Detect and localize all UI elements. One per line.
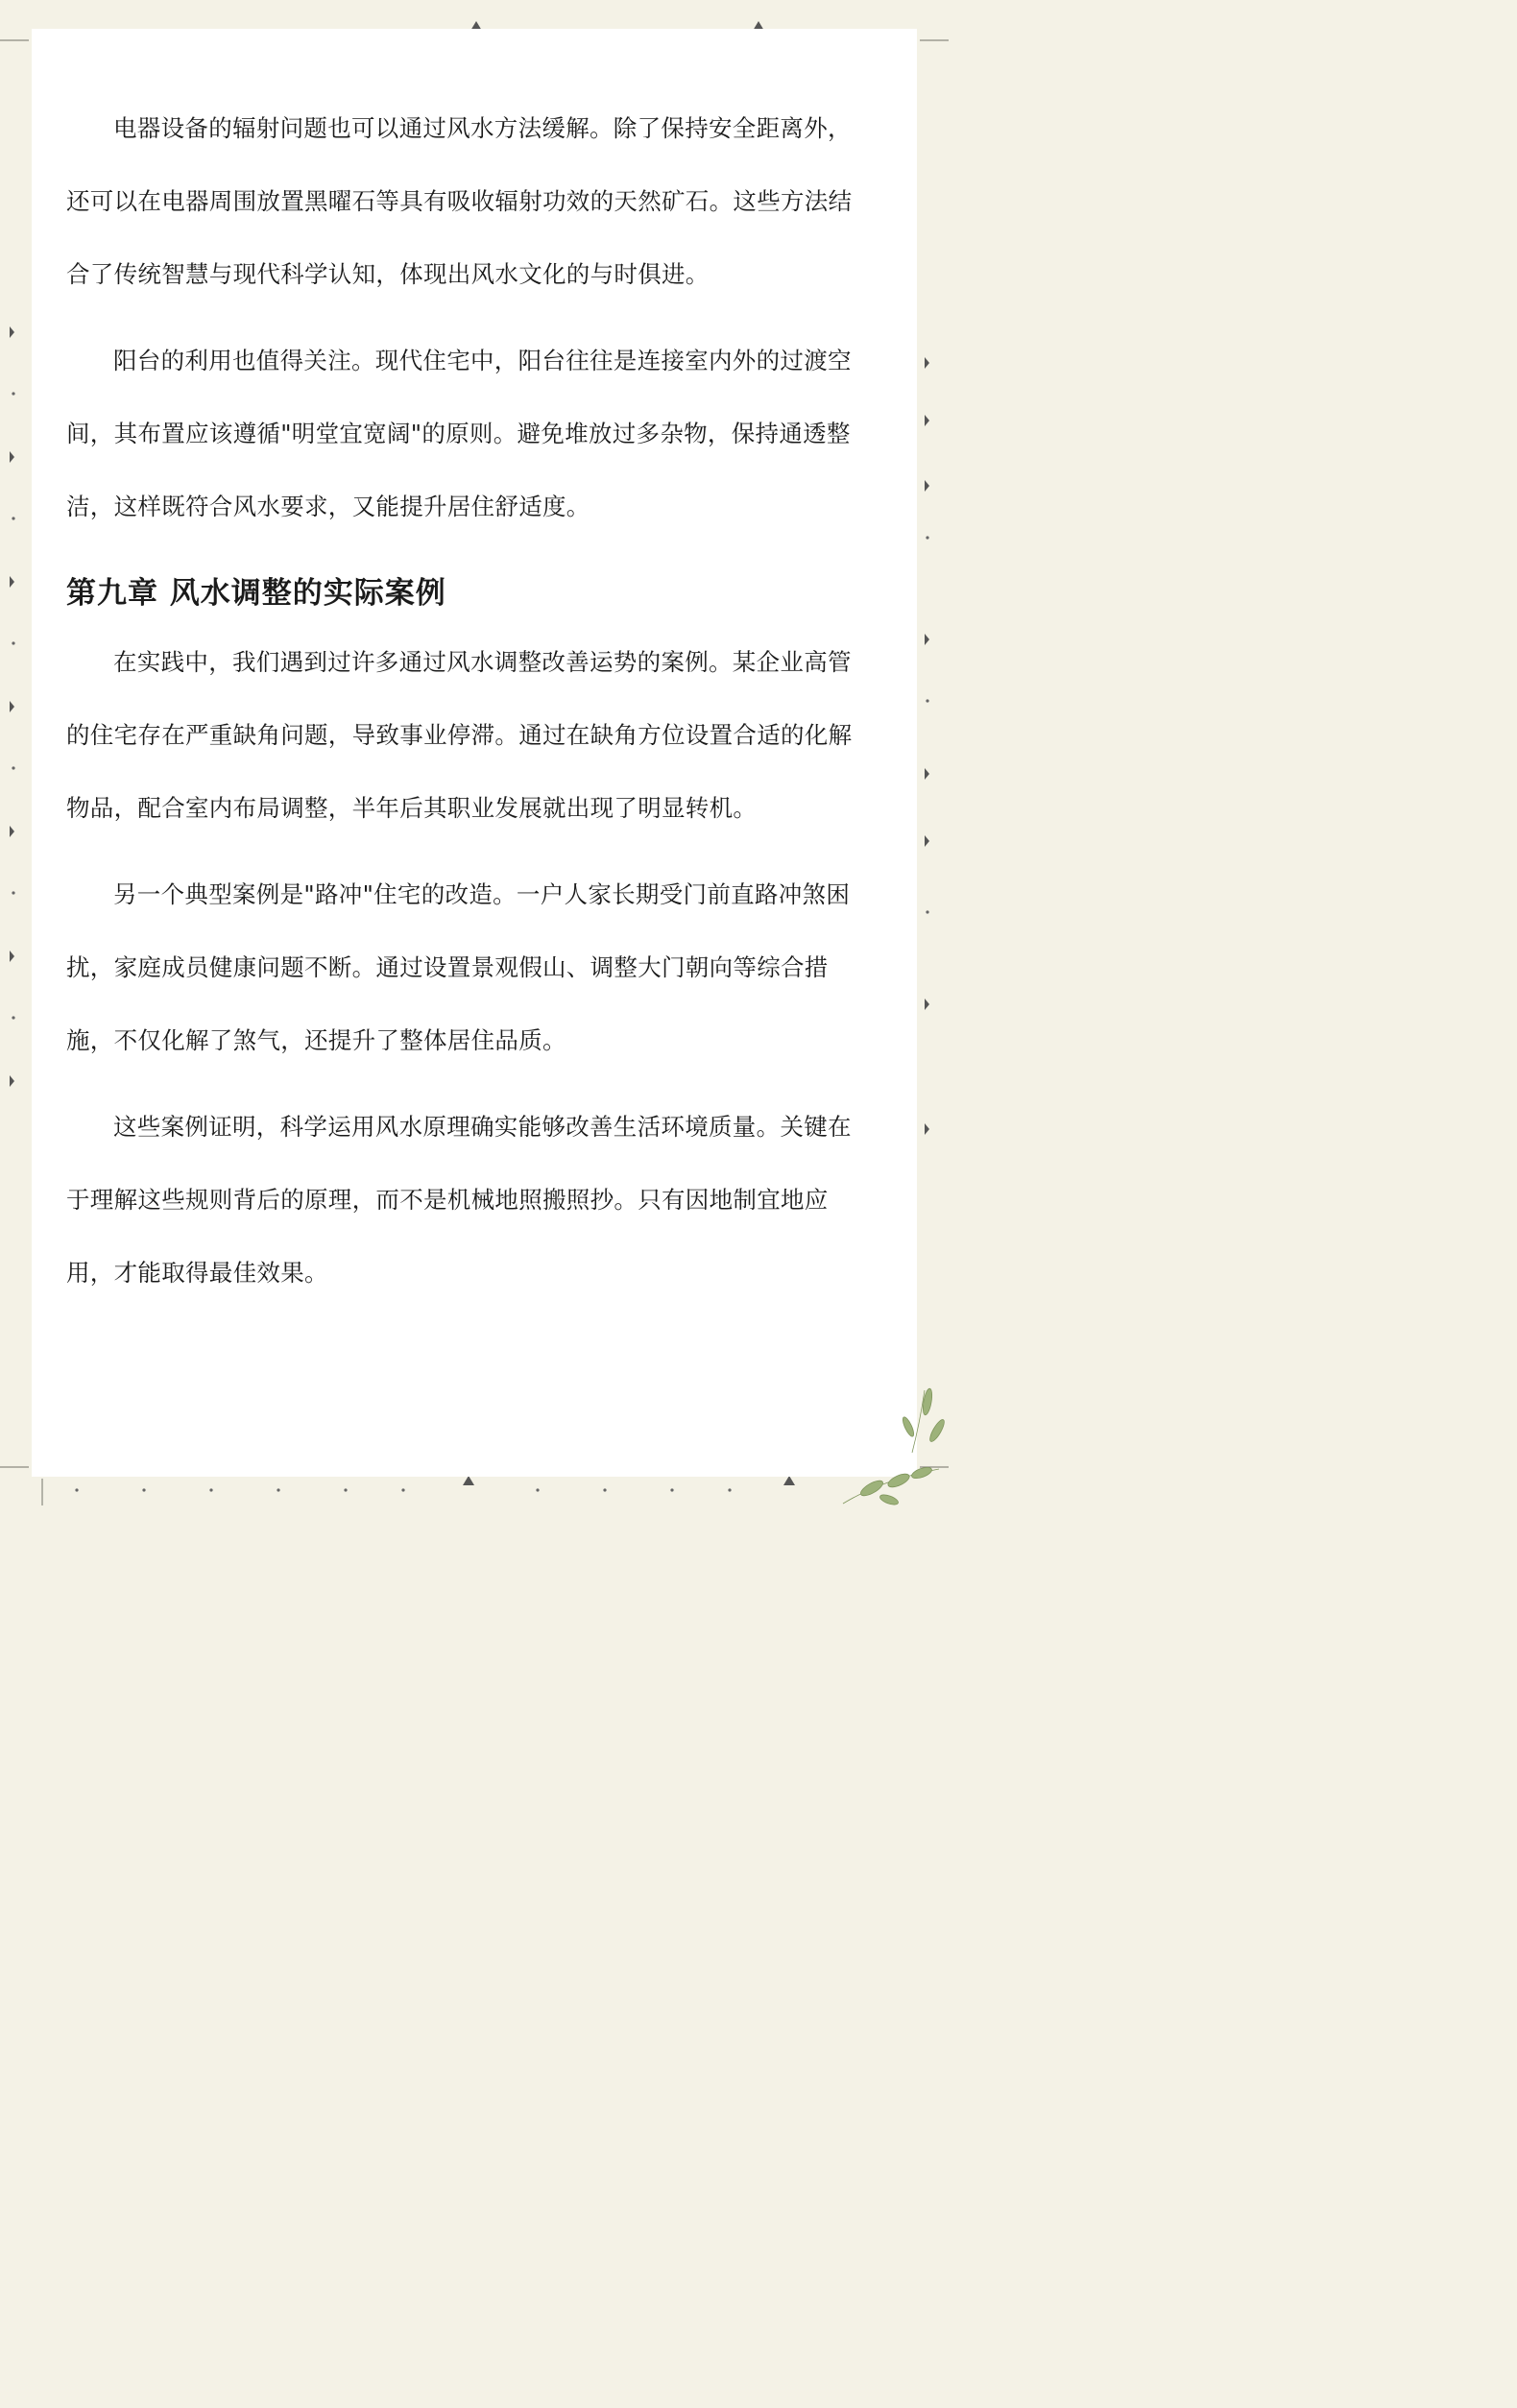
dot-marker-icon xyxy=(926,910,928,913)
dot-marker-icon xyxy=(12,766,14,769)
chapter-title: 第九章 风水调整的实际案例 xyxy=(66,576,446,611)
dot-marker-icon xyxy=(603,1488,606,1491)
paragraph: 这些案例证明，科学运用风水原理确实能够改善生活环境质量。关键在于理解这些规则背后的原理，而不是机械地照搬照抄。只有因地制宜地应用，才能取得最佳效果。 xyxy=(66,1113,852,1287)
paragraph: 阳台的利用也值得关注。现代住宅中，阳台往往是连接室内外的过渡空间，其布置应该遵循"明堂宜宽阔"的原则。避免堆放过多杂物，保持通透整洁，这样既符合风水要求，又能提升居住舒适度。 xyxy=(66,347,852,520)
triangle-marker-icon xyxy=(10,1075,14,1087)
triangle-marker-icon xyxy=(10,826,14,837)
triangle-marker-icon xyxy=(10,701,14,712)
dot-marker-icon xyxy=(277,1488,279,1491)
leaf-sprig-icon xyxy=(805,1381,949,1505)
dot-marker-icon xyxy=(728,1488,731,1491)
dot-marker-icon xyxy=(401,1488,404,1491)
paragraph: 另一个典型案例是"路冲"住宅的改造。一户人家长期受门前直路冲煞困扰，家庭成员健康问题不断。通过设置景观假山、调整大门朝向等综合措施，不仅化解了煞气，还提升了整体居住品质。 xyxy=(66,880,851,1054)
dot-marker-icon xyxy=(75,1488,78,1491)
triangle-marker-icon xyxy=(925,768,929,780)
dot-marker-icon xyxy=(12,1016,14,1019)
document-body xyxy=(66,92,873,1310)
dot-marker-icon xyxy=(12,392,14,395)
triangle-marker-icon xyxy=(783,1476,795,1485)
dot-marker-icon xyxy=(926,536,928,539)
triangle-marker-icon xyxy=(925,999,929,1010)
paragraph: 在实践中，我们遇到过许多通过风水调整改善运势的案例。某企业高管的住宅存在严重缺角问题，导致事业停滞。通过在缺角方位设置合适的化解物品，配合室内布局调整，半年后其职业发展就出现了明显转机。 xyxy=(66,648,853,822)
dot-marker-icon xyxy=(344,1488,347,1491)
dot-marker-icon xyxy=(926,699,928,702)
dot-marker-icon xyxy=(12,891,14,894)
dot-marker-icon xyxy=(209,1488,212,1491)
dot-marker-icon xyxy=(12,641,14,644)
triangle-marker-icon xyxy=(925,480,929,492)
triangle-marker-icon xyxy=(10,576,14,588)
dot-marker-icon xyxy=(670,1488,673,1491)
triangle-marker-icon xyxy=(925,357,929,369)
triangle-marker-icon xyxy=(463,1476,474,1485)
dot-marker-icon xyxy=(536,1488,539,1491)
dot-marker-icon xyxy=(12,517,14,519)
dot-marker-icon xyxy=(142,1488,145,1491)
triangle-marker-icon xyxy=(925,415,929,426)
triangle-marker-icon xyxy=(10,326,14,338)
triangle-marker-icon xyxy=(10,951,14,962)
paragraph: 电器设备的辐射问题也可以通过风水方法缓解。除了保持安全距离外，还可以在电器周围放置黑曜石等具有吸收辐射功效的天然矿石。这些方法结合了传统智慧与现代科学认知，体现出风水文化的与时俱进。 xyxy=(66,114,853,288)
triangle-marker-icon xyxy=(925,634,929,645)
triangle-marker-icon xyxy=(925,835,929,847)
triangle-marker-icon xyxy=(10,451,14,463)
document-page xyxy=(32,29,917,1477)
triangle-marker-icon xyxy=(925,1123,929,1135)
